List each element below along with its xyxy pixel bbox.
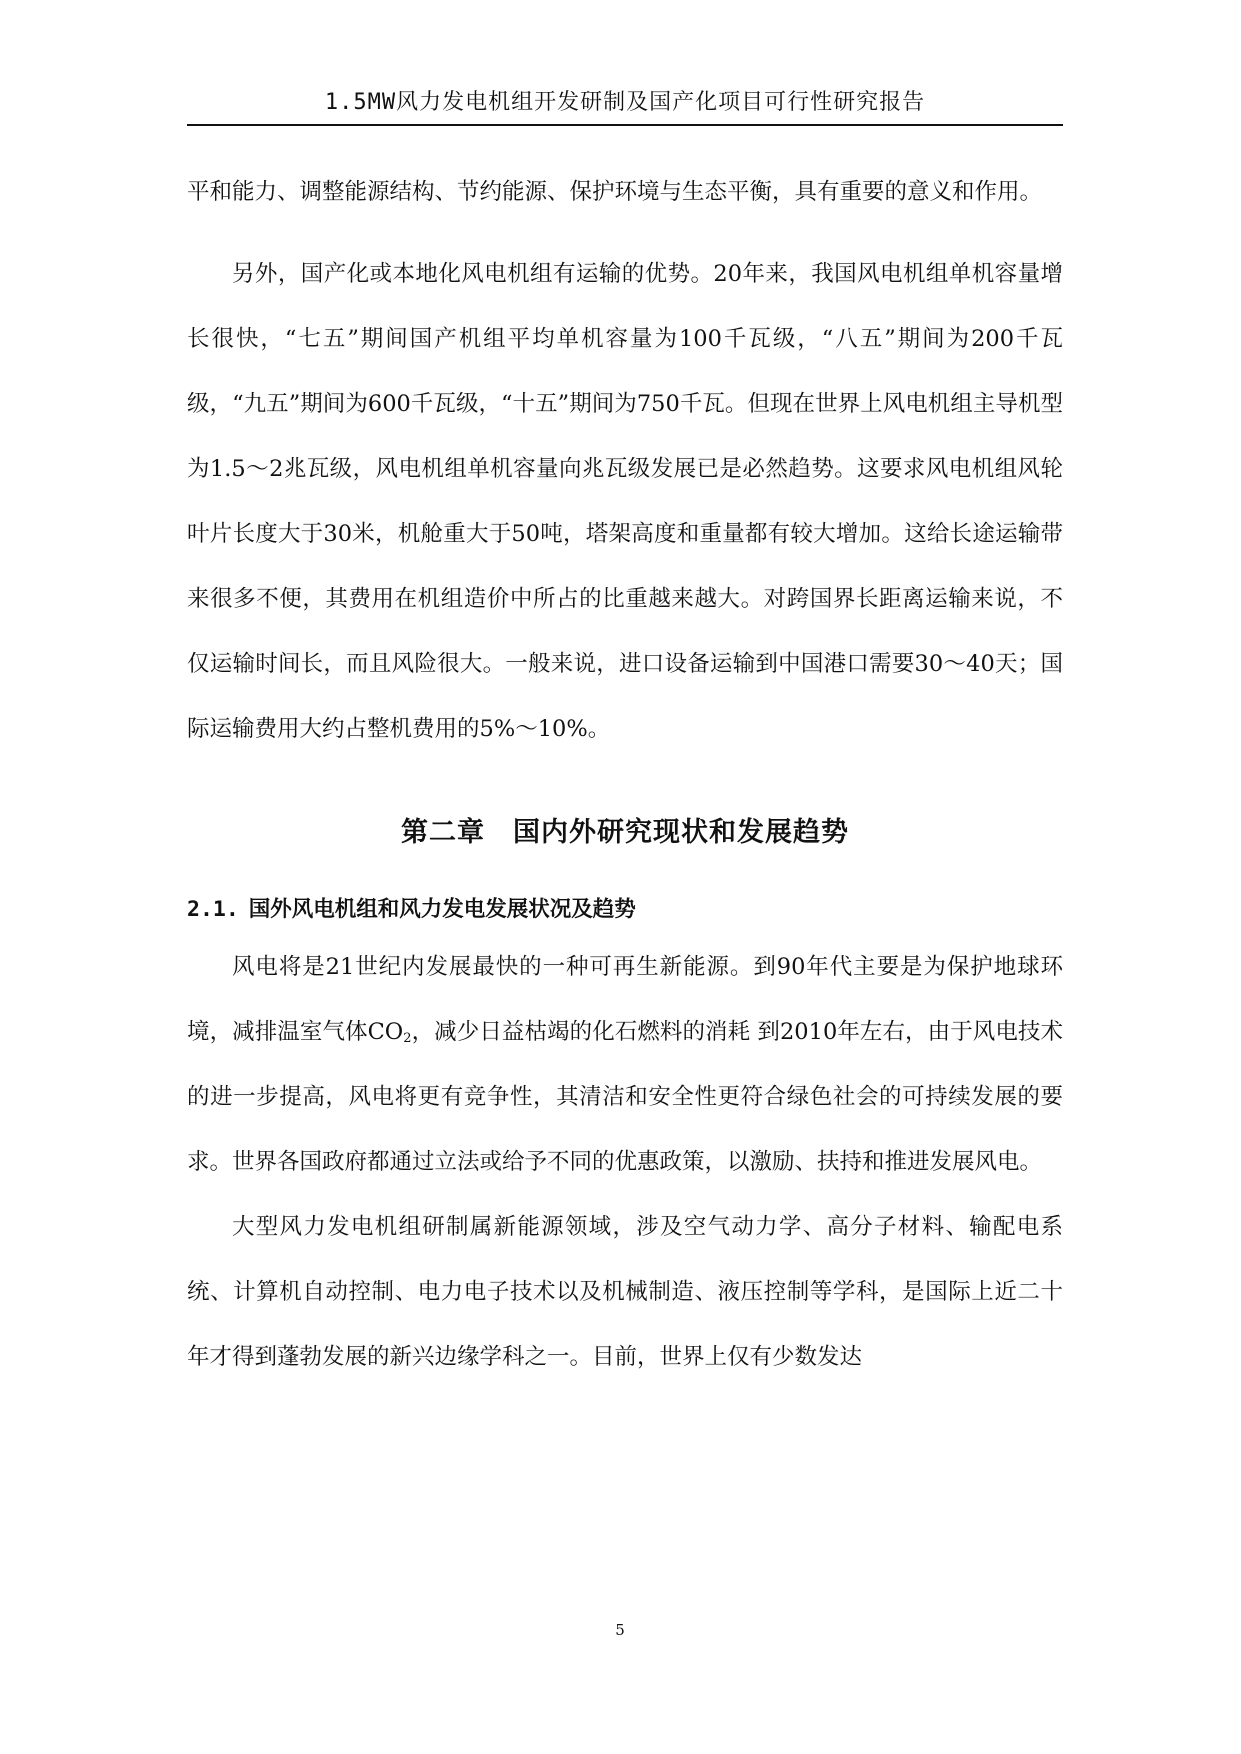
page-body — [187, 160, 1063, 1390]
header-rule — [187, 124, 1063, 126]
running-header: 1.5MW风力发电机组开发研制及国产化项目可行性研究报告 — [324, 90, 926, 115]
paragraph-transport-advantage: 另外，国产化或本地化风电机组有运输的优势。20年来，我国风电机组单机容量增长很快，“七五”期间国产机组平均单机容量为100千瓦级，“八五”期间为200千瓦级，“九五”期间为600千瓦级，“十五”期间为750千瓦。但现在世界上风电机组主导机型为1.5～2兆瓦级，风电机组单机容量向兆瓦级发展已是必然趋势。这要求风电机组风轮叶片长度大于30米，机舱重大于50吨，塔架高度和重量都有较大增加。这给长途运输带来很多不便，其费用在机组造价中所占的比重越来越大。对跨国界长距离运输来说，不仅运输时间长，而且风险很大。一般来说，进口设备运输到中国港口需要30～40天；国际运输费用大约占整机费用的5%～10%。 — [187, 261, 1063, 742]
section-heading — [187, 885, 1063, 935]
subscript: 2 — [403, 1031, 412, 1046]
paragraph-turbine-research: 大型风力发电机组研制属新能源领域，涉及空气动力学、高分子材料、输配电系统、计算机自动控制、电力电子技术以及机械制造、液压控制等学科，是国际上近二十年才得到蓬勃发展的新兴边缘学科之一。目前，世界上仅有少数发达 — [187, 1214, 1063, 1370]
paragraph-wind-power-growth — [187, 935, 1063, 1195]
paragraph-text-part: ，减少日益枯竭的化石燃料的消耗 到2010年左右，由于风电技术的进一步提高，风电将更有竞争性，其清洁和安全性更符合绿色社会的可持续发展的要求。世界各国政府都通过立法或给予不同的优惠政策，以激励、扶持和推进发展风电。 — [187, 1019, 1063, 1175]
page-number: 5 — [615, 1621, 625, 1639]
chapter-title: 国内外研究现状和发展趋势 — [513, 817, 849, 848]
chapter-heading — [187, 803, 1063, 863]
section-number: 2.1. — [187, 897, 239, 922]
section-title: 国外风电机组和风力发电发展状况及趋势 — [248, 897, 636, 922]
chapter-number: 第二章 — [401, 817, 485, 848]
paragraph-continuation: 平和能力、调整能源结构、节约能源、保护环境与生态平衡，具有重要的意义和作用。 — [187, 179, 1043, 205]
paragraph-text-part: 风电将是21世纪内发展最快的一种可再生新能源。到90年代主要是为保护地球环境，减排温室气体CO — [187, 954, 1063, 1045]
